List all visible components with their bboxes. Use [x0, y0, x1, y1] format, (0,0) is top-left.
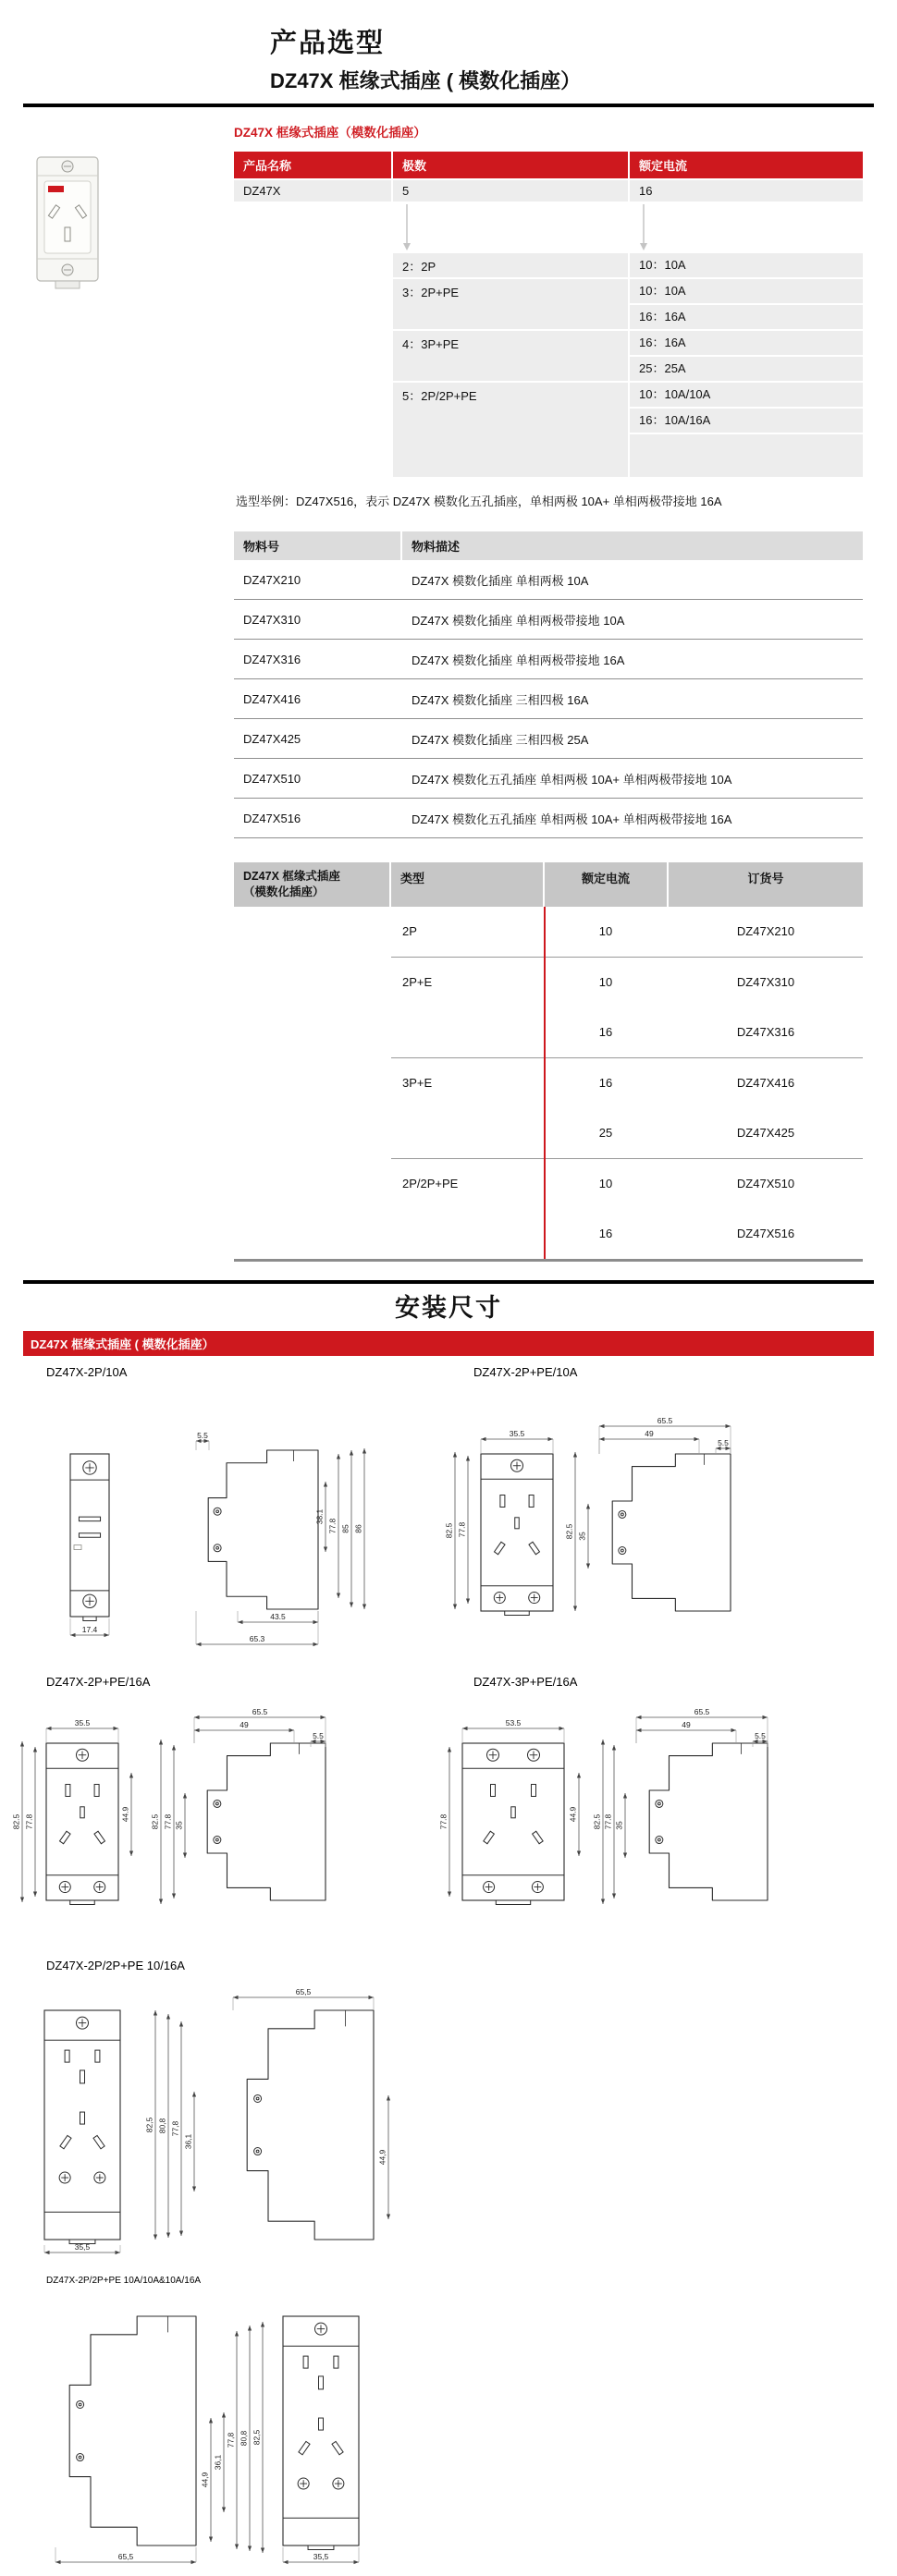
dimension-label: 82.5 [444, 1522, 454, 1539]
dimension-label: 77.8 [24, 1813, 34, 1830]
dimension-label: 53.5 [505, 1717, 522, 1728]
drawing-label-6: DZ47X-2P/2P+PE 10A/10A&10A/16A [46, 2275, 202, 2286]
selection-table [234, 152, 863, 477]
selection-group-spacer [234, 279, 391, 329]
material-row [234, 759, 863, 799]
drawing-label-3: DZ47X-2P+PE/16A [46, 1674, 151, 1689]
dimension-label: 82.5 [150, 1813, 160, 1830]
material-table-header [234, 531, 863, 560]
drawing-label-2: DZ47X-2P+PE/10A [473, 1364, 578, 1379]
selection-groups [234, 253, 863, 477]
material-description: DZ47X 模数化插座 单相两极 10A [412, 573, 589, 588]
order-entry-number: DZ47X316 [736, 1025, 795, 1040]
dimension-label: 82.5 [592, 1813, 602, 1830]
selection-group-spacer [234, 331, 391, 381]
front-view [462, 1743, 564, 1905]
down-arrow-icon [402, 204, 412, 250]
top-divider-line [23, 104, 874, 107]
dimension-label: 80,8 [239, 2430, 249, 2447]
material-number: DZ47X210 [243, 572, 301, 587]
order-entry-row [234, 1108, 863, 1158]
drawing-label-5: DZ47X-2P/2P+PE 10/16A [46, 1958, 185, 1972]
order-entry-type: 2P/2P+PE [402, 1177, 459, 1191]
drawing-label-4: DZ47X-3P+PE/16A [473, 1674, 578, 1689]
order-entry-type: 3P+E [402, 1076, 433, 1091]
selection-current-line: 10：10A [630, 279, 863, 303]
material-description: DZ47X 模数化插座 三相四极 16A [412, 692, 589, 707]
material-number: DZ47X516 [243, 811, 301, 825]
drawing-row-1 [0, 1384, 897, 1666]
selection-arrows [234, 201, 863, 251]
dimension-label: 5.5 [755, 1730, 766, 1740]
dimension-label: 65.5 [252, 1706, 268, 1716]
dimension-label: 5.5 [313, 1730, 324, 1740]
order-entry-number: DZ47X510 [736, 1177, 795, 1191]
example-note: 选型举例：DZ47X516，表示 DZ47X 模数化五孔插座，单相两极 10A+ 单相两极带接地 16A [236, 494, 722, 508]
dimension-label: 44.9 [568, 1806, 578, 1823]
front-view [44, 2010, 120, 2244]
order-entry-row [234, 958, 863, 1007]
front-view [283, 2316, 359, 2550]
dimension-label: 77.8 [163, 1813, 173, 1830]
dimension-label: 5.5 [197, 1430, 208, 1440]
dimension-label: 35 [614, 1821, 624, 1830]
material-description: DZ47X 模数化插座 三相四极 25A [412, 732, 589, 747]
drawing-row-3 [0, 1977, 897, 2266]
dimension-label: 5.5 [718, 1437, 729, 1447]
selection-header-product: 产品名称 [234, 152, 391, 178]
selection-current-line: 16：16A [630, 305, 863, 329]
dimension-label: 77.8 [603, 1813, 613, 1830]
order-entry-number: DZ47X416 [736, 1076, 795, 1091]
dimension-label: 44.9 [120, 1806, 130, 1823]
material-number: DZ47X425 [243, 731, 301, 746]
page-subtitle: DZ47X 框缘式插座 ( 模数化插座） [270, 69, 582, 92]
drawing-labels-row3 [0, 1959, 897, 1977]
dimension-label: 77.8 [457, 1521, 467, 1538]
selection-group-spacer [234, 383, 391, 477]
selection-group-spacer [234, 253, 391, 277]
order-table-body [234, 907, 863, 1262]
dimension-label: 35.5 [509, 1428, 525, 1438]
order-entry-current: 10 [598, 975, 613, 990]
dimension-label: 82.5 [564, 1523, 574, 1540]
order-entry-current: 10 [598, 924, 613, 939]
order-entry-row [234, 1159, 863, 1209]
dimension-label: 49 [240, 1719, 249, 1729]
selection-group [234, 279, 863, 329]
material-description: DZ47X 模数化五孔插座 单相两极 10A+ 单相两极带接地 16A [412, 812, 732, 826]
order-entry-current: 25 [598, 1126, 613, 1141]
selection-group-currents [630, 279, 863, 329]
section-label: DZ47X 框缘式插座（模数化插座） [234, 126, 426, 140]
side-view [612, 1454, 731, 1611]
drawing-row-2 [0, 1693, 897, 1949]
dimension-label: 65.5 [657, 1415, 673, 1425]
selection-base-poles: 5 [393, 180, 628, 201]
page-header [0, 0, 897, 94]
selection-current-line: 25：25A [630, 357, 863, 381]
material-row [234, 640, 863, 679]
selection-header-current: 额定电流 [630, 152, 863, 178]
dimension-label: 65.3 [249, 1633, 265, 1643]
material-description: DZ47X 模数化五孔插座 单相两极 10A+ 单相两极带接地 10A [412, 772, 732, 787]
order-entry-number: DZ47X210 [736, 924, 795, 939]
front-view [46, 1743, 118, 1905]
selection-current-line: 16：10A/16A [630, 409, 863, 433]
order-entry-type: 2P+E [402, 975, 433, 990]
dimension-label: 35,5 [74, 2241, 91, 2252]
dimension-label: 82,5 [144, 2117, 154, 2133]
dimension-label: 36,1 [213, 2454, 223, 2471]
side-view [649, 1743, 768, 1900]
order-groups [234, 907, 863, 1259]
install-divider-line [23, 1280, 874, 1284]
selection-group-currents [630, 383, 863, 477]
drawing-row-2-svg [0, 1693, 897, 1945]
selection-current-filler [630, 434, 863, 477]
dimension-label: 35,5 [313, 2551, 329, 2561]
dimension-label: 85 [340, 1524, 350, 1533]
dimension-label: 65.5 [694, 1706, 710, 1716]
dimension-label: 77.8 [327, 1518, 338, 1534]
material-number: DZ47X310 [243, 612, 301, 627]
selection-current-line: 16：16A [630, 331, 863, 355]
drawing-row-4 [0, 2294, 897, 2576]
dimension-label: 82.5 [11, 1813, 21, 1830]
selection-group-poles: 5：2P/2P+PE [393, 383, 628, 477]
page-title: 产品选型 [270, 29, 386, 58]
brand-logo [48, 186, 64, 192]
selection-group [234, 331, 863, 381]
material-description: DZ47X 模数化插座 单相两极带接地 10A [412, 613, 625, 628]
selection-group-poles: 4：3P+PE [393, 331, 628, 381]
front-view [70, 1454, 109, 1621]
drawing-row-3-svg [0, 1977, 897, 2262]
material-table [234, 531, 863, 838]
drawing-labels-row2 [0, 1675, 897, 1693]
dimension-label: 82,5 [252, 2429, 262, 2446]
dimension-label: 35.5 [74, 1717, 91, 1728]
order-entry-row [234, 907, 863, 957]
material-row [234, 719, 863, 759]
side-view [207, 1743, 326, 1900]
order-entry-current: 10 [598, 1177, 613, 1191]
order-entry-row [234, 1007, 863, 1057]
selection-header-poles: 极数 [393, 152, 628, 178]
side-view [247, 2010, 374, 2240]
selection-group-poles: 2：2P [393, 253, 628, 277]
order-entry-number: DZ47X516 [736, 1227, 795, 1241]
drawing-labels-row1 [0, 1365, 897, 1384]
material-row [234, 679, 863, 719]
selection-group-currents [630, 331, 863, 381]
order-entry-current: 16 [598, 1025, 613, 1040]
down-arrow-icon [639, 204, 648, 250]
material-header-number: 物料号 [234, 531, 400, 560]
dimension-label: 35 [174, 1821, 184, 1830]
selection-group [234, 253, 863, 277]
order-header-number: 订货号 [669, 862, 863, 907]
dimension-label: 86 [353, 1524, 363, 1533]
dimension-label: 44,9 [200, 2472, 210, 2488]
selection-current-line: 10：10A [630, 253, 863, 277]
material-number: DZ47X416 [243, 691, 301, 706]
install-banner: DZ47X 框缘式插座 ( 模数化插座） [23, 1331, 874, 1356]
front-view [481, 1454, 553, 1616]
drawing-row-1-svg [0, 1384, 897, 1661]
product-photo [26, 153, 109, 299]
material-number: DZ47X510 [243, 771, 301, 786]
dimension-label: 38.1 [314, 1508, 325, 1525]
drawing-row-4-svg [0, 2294, 897, 2571]
material-number: DZ47X316 [243, 652, 301, 666]
selection-base-current: 16 [630, 180, 863, 201]
dimension-label: 77,8 [170, 2120, 180, 2137]
order-entry-number: DZ47X310 [736, 975, 795, 990]
dimension-label: 43.5 [270, 1611, 286, 1621]
drawing-labels-row4 [0, 2276, 897, 2294]
install-title: 安装尺寸 [395, 1293, 502, 1322]
side-view [69, 2316, 196, 2545]
dimension-label: 35 [577, 1532, 587, 1541]
order-header-type: 类型 [391, 862, 543, 907]
material-description: DZ47X 模数化插座 单相两极带接地 16A [412, 653, 625, 667]
material-row [234, 560, 863, 600]
dimension-label: 44,9 [377, 2149, 387, 2166]
order-table-header [234, 862, 863, 907]
dimension-label: 36,1 [183, 2133, 193, 2150]
material-header-description: 物料描述 [402, 531, 863, 560]
drawing-label-1: DZ47X-2P/10A [46, 1364, 128, 1379]
material-row [234, 600, 863, 640]
dimension-label: 65,5 [295, 1986, 312, 1996]
side-view [208, 1450, 318, 1609]
selection-area [0, 152, 897, 477]
order-entry-row [234, 1058, 863, 1108]
selection-base-row [234, 180, 863, 201]
order-red-divider [544, 907, 546, 1259]
dimension-label: 17.4 [81, 1624, 98, 1634]
order-table [234, 862, 863, 1262]
dimension-label: 77.8 [438, 1813, 448, 1830]
order-entry-current: 16 [598, 1227, 613, 1241]
order-corner-line2: （模数化插座） [243, 885, 325, 898]
order-corner-label [234, 862, 389, 907]
selection-current-line: 10：10A/10A [630, 383, 863, 407]
selection-group-currents [630, 253, 863, 277]
order-entry-current: 16 [598, 1076, 613, 1091]
selection-group [234, 383, 863, 477]
selection-group-poles: 3：2P+PE [393, 279, 628, 329]
order-entry-type: 2P [402, 924, 417, 939]
dimension-label: 65,5 [117, 2551, 134, 2561]
material-row [234, 799, 863, 838]
dimension-label: 49 [682, 1719, 691, 1729]
order-entry-number: DZ47X425 [736, 1126, 795, 1141]
selection-base-name: DZ47X [234, 180, 391, 201]
selection-table-header [234, 152, 863, 178]
dimension-label: 80,8 [157, 2118, 167, 2134]
material-rows [234, 560, 863, 838]
order-entry-row [234, 1209, 863, 1259]
order-corner-line1: DZ47X 框缘式插座 [243, 870, 340, 883]
dimension-label: 77,8 [226, 2432, 236, 2448]
product-photo-image [26, 153, 109, 294]
dimension-label: 49 [645, 1428, 654, 1438]
order-header-current: 额定电流 [545, 862, 667, 907]
